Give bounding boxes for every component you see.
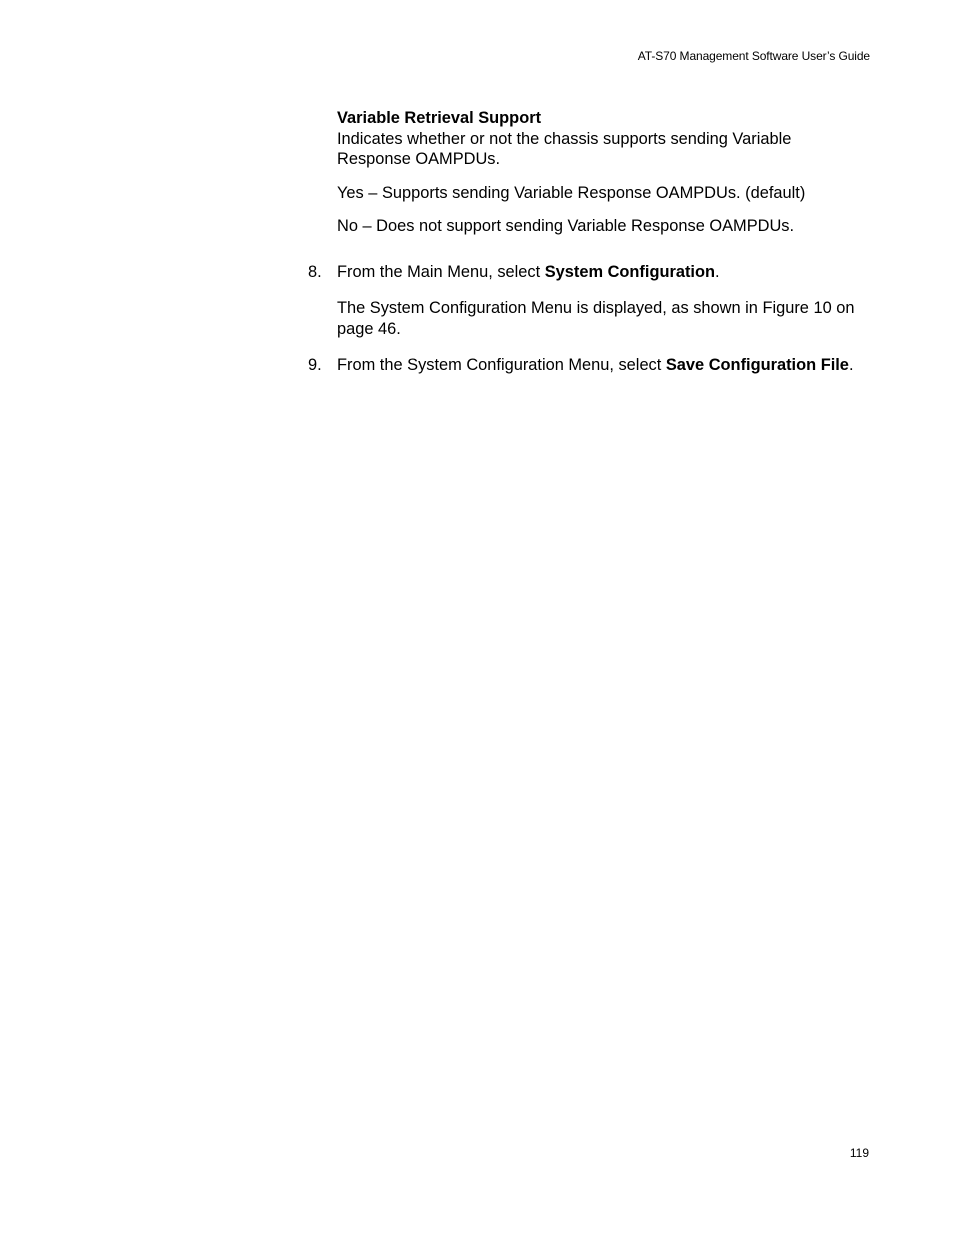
running-header: AT-S70 Management Software User’s Guide	[637, 49, 870, 63]
step-8	[308, 262, 867, 340]
step-9	[308, 355, 867, 376]
step-menu-option: Save Configuration File	[665, 356, 849, 374]
option-yes: Yes – Supports sending Variable Response OAMPDUs. (default)	[337, 183, 806, 202]
step-text-after: .	[715, 262, 720, 281]
term-description: Indicates whether or not the chassis supports sending Variable Response OAMPDUs.	[337, 129, 792, 168]
step-menu-option: System Configuration	[544, 262, 715, 281]
step-number: 9.	[308, 356, 322, 374]
step-text-before: From the System Configuration Menu, select	[337, 356, 666, 374]
step-text	[337, 262, 867, 283]
step-note: The System Configuration Menu is displayed, as shown in Figure 10 on page 46.	[337, 299, 855, 338]
step-number: 8.	[308, 262, 322, 281]
page-content	[308, 108, 867, 376]
step-text	[337, 355, 867, 376]
step-text-after: .	[848, 356, 854, 374]
page-number: 119	[849, 1146, 869, 1160]
step-text-before: From the Main Menu, select	[337, 262, 545, 281]
term-title: Variable Retrieval Support	[337, 109, 542, 127]
option-no: No – Does not support sending Variable Response OAMPDUs.	[337, 217, 795, 235]
